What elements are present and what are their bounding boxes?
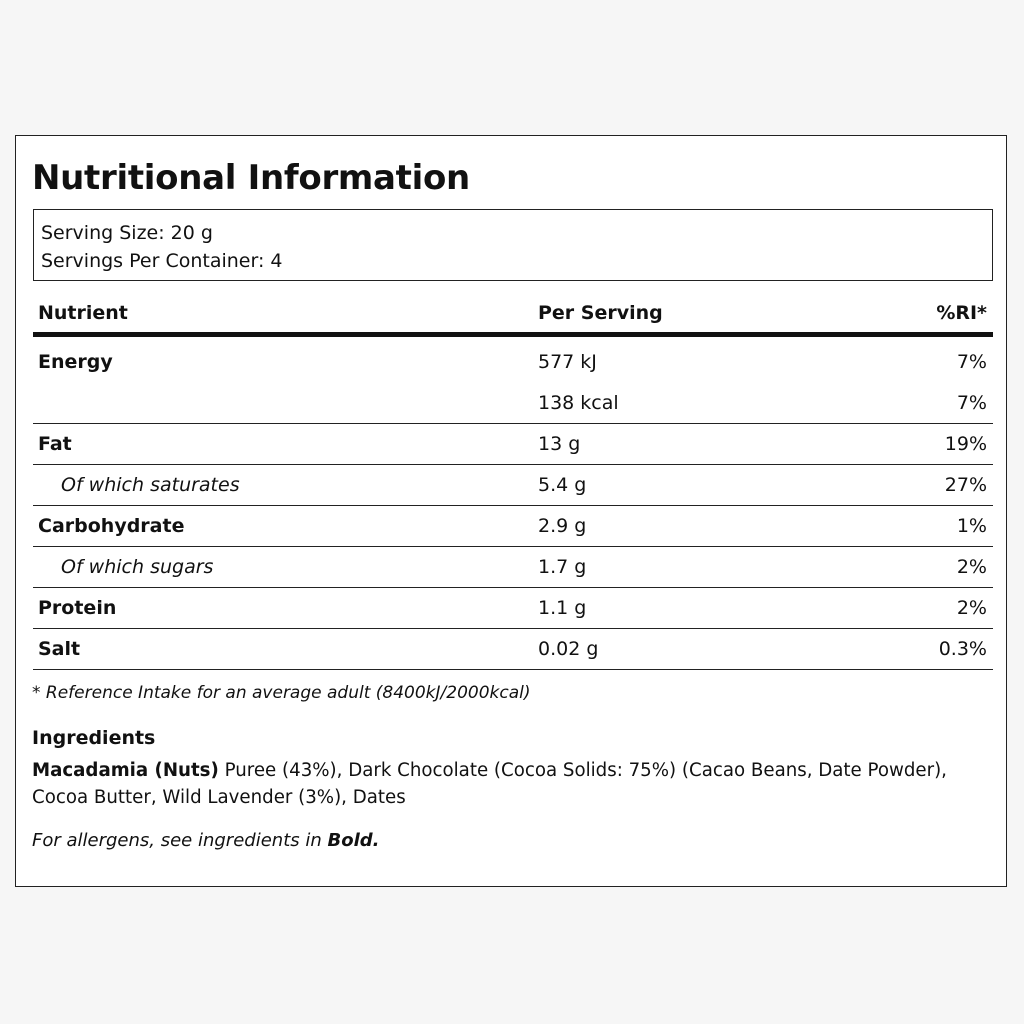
table-row-fat [33,424,993,465]
serving-info-box [33,209,993,281]
nutrient-name: Of which saturates [61,474,240,496]
per-serving-value: 1.1 g [538,597,587,619]
nutrient-name: Protein [38,597,117,619]
ri-value: 0.3% [938,638,987,660]
ri-footnote: * Reference Intake for an average adult (8400kJ/2000kcal) [32,683,531,703]
ri-value: 1% [956,515,987,537]
nutrient-name: Carbohydrate [38,515,185,537]
per-serving-value: 13 g [538,433,581,455]
header-ri: %RI* [936,302,987,324]
ri-value: 7% [956,392,987,414]
nutrient-name: Energy [38,351,113,373]
per-serving-value: 0.02 g [538,638,599,660]
header-per-serving: Per Serving [538,302,663,324]
table-row-protein [33,588,993,629]
ingredients-heading: Ingredients [32,727,156,749]
ri-value: 2% [956,556,987,578]
allergen-note-prefix: For allergens, see ingredients in [32,830,328,851]
table-row-saturates [33,465,993,506]
ri-value: 7% [956,351,987,373]
nutrition-label [15,135,1007,887]
per-serving-value: 2.9 g [538,515,587,537]
table-row-sugars [33,547,993,588]
nutrition-table [33,292,993,670]
ri-value: 2% [956,597,987,619]
servings-per-container: Servings Per Container: 4 [41,250,283,272]
per-serving-value: 138 kcal [538,392,619,414]
label-title: Nutritional Information [32,158,470,198]
per-serving-value: 5.4 g [538,474,587,496]
table-row-energy-kcal [33,383,993,424]
per-serving-value: 577 kJ [538,351,597,373]
allergen-note-emphasis: Bold. [327,830,380,851]
header-nutrient: Nutrient [38,302,128,324]
nutrient-name: Of which sugars [61,556,214,578]
table-row-energy [33,337,993,383]
table-row-salt [33,629,993,670]
allergen-ingredient: Macadamia (Nuts) [32,760,219,781]
table-header-row [33,292,993,337]
ingredients-list [32,757,992,811]
nutrient-name: Fat [38,433,72,455]
table-row-carbohydrate [33,506,993,547]
serving-size: Serving Size: 20 g [41,222,213,244]
ingredients-rest: Puree (43%), Dark Chocolate (Cocoa Solids: 75%) (Cacao Beans, Date Powder), Cocoa Butter, Wild Lavender (3%), Dates [32,760,947,808]
nutrient-name: Salt [38,638,81,660]
ri-value: 19% [944,433,987,455]
ri-value: 27% [944,474,987,496]
allergen-note [32,829,379,853]
per-serving-value: 1.7 g [538,556,587,578]
